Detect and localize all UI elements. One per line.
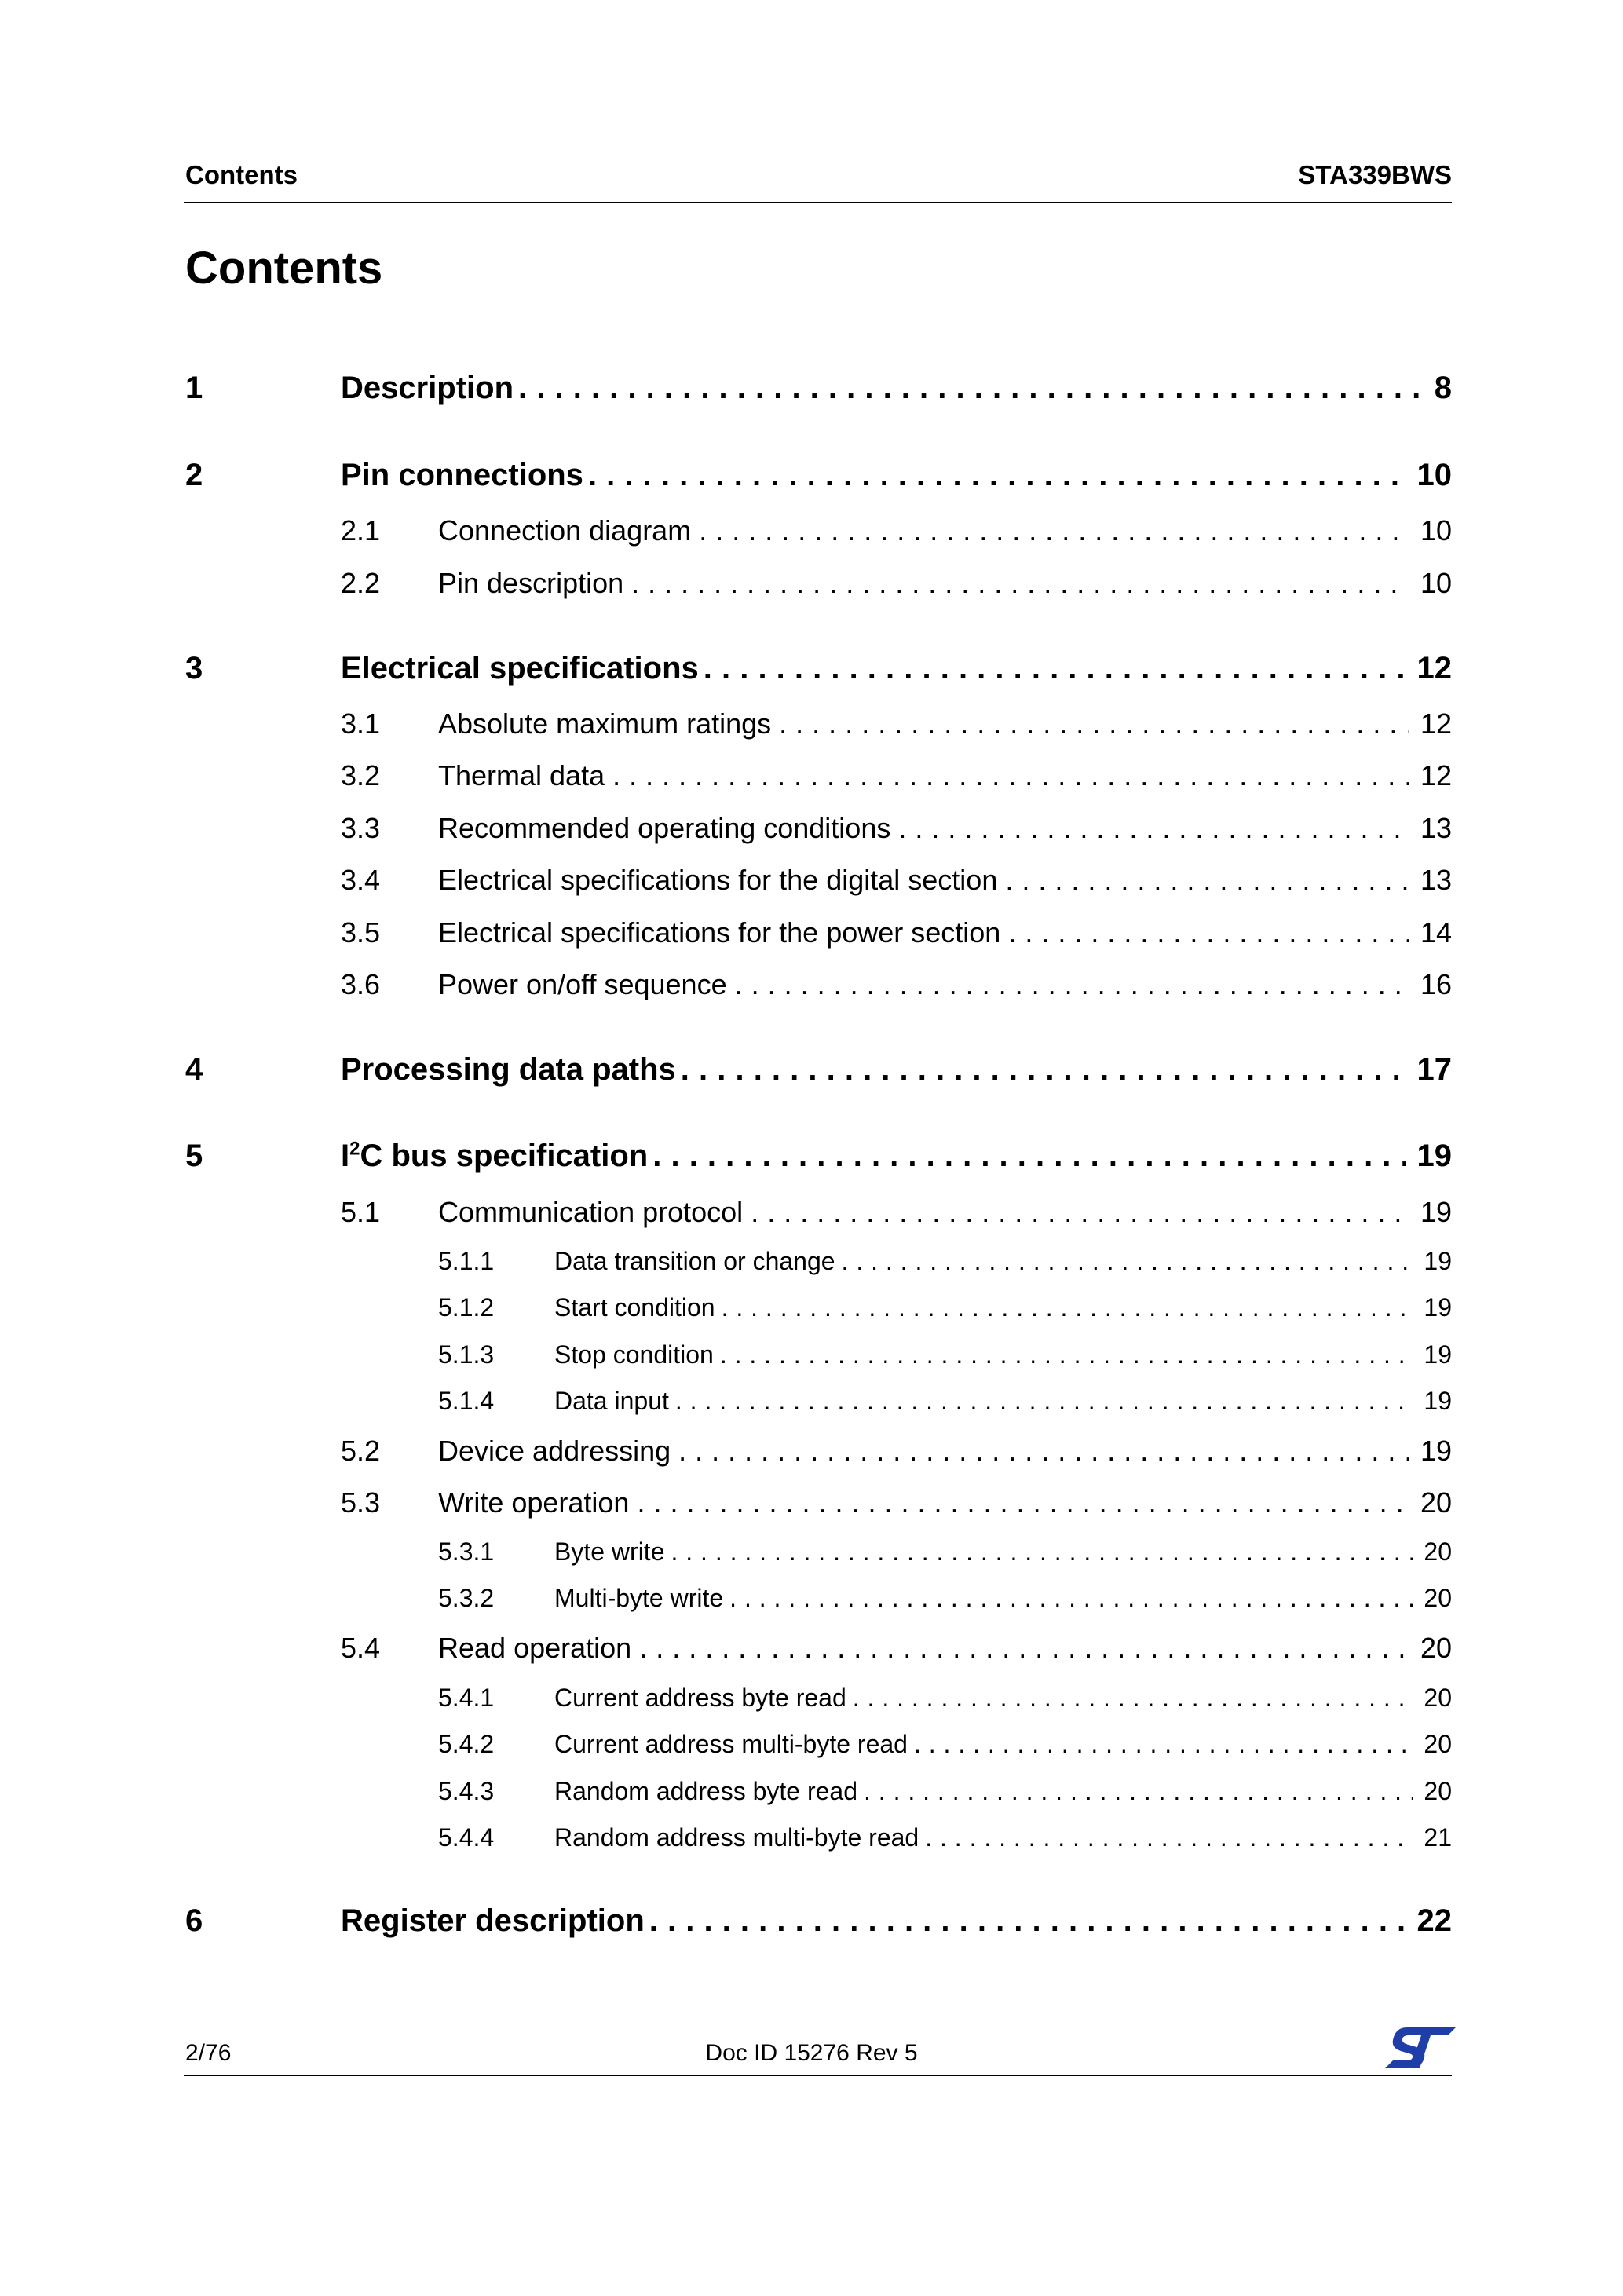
toc-entry-title: Electrical specifications: [341, 651, 699, 686]
leader-dots: [835, 1247, 1413, 1276]
toc-entry-number: 5.4: [341, 1632, 381, 1664]
toc-entry-page: 20: [1424, 1537, 1452, 1566]
toc-entry-title: Absolute maximum ratings: [438, 707, 772, 740]
toc-entry-page: 19: [1420, 1435, 1452, 1467]
leader-dots: [727, 968, 1409, 1001]
toc-entry-number: 5.1.2: [438, 1293, 495, 1322]
leader-dots: [664, 1537, 1413, 1567]
toc-entry-title: Thermal data: [438, 759, 605, 792]
toc-entry-page: 10: [1416, 458, 1452, 492]
leader-dots: [890, 812, 1409, 845]
toc-entry-title: Random address byte read: [554, 1777, 857, 1805]
toc-entry-number: 6: [185, 1903, 203, 1938]
toc-entry-title: Power on/off sequence: [438, 968, 727, 1000]
footer-doc-id: Doc ID 15276 Rev 5: [705, 2040, 918, 2066]
footer-page-number: 2/76: [185, 2040, 232, 2066]
toc-entry-number: 3.6: [341, 968, 381, 1000]
toc-entry-number: 2.2: [341, 567, 381, 599]
toc-entry-title: Current address byte read: [554, 1684, 846, 1712]
toc-entry-number: 3.2: [341, 759, 381, 792]
toc-entry-number: 5.1.4: [438, 1387, 495, 1415]
running-header-product: STA339BWS: [1298, 160, 1452, 189]
toc-entry-page: 17: [1416, 1052, 1452, 1087]
toc-entry-title: Data input: [554, 1387, 669, 1415]
leader-dots: [648, 1139, 1406, 1174]
leader-dots: [669, 1387, 1413, 1416]
toc-entry-number: 5.1: [341, 1196, 381, 1228]
leader-dots: [846, 1684, 1413, 1713]
toc-entry-number: 5.3.2: [438, 1584, 495, 1612]
leader-dots: [715, 1293, 1413, 1322]
leader-dots: [743, 1196, 1409, 1229]
toc-entry-title: Communication protocol: [438, 1196, 744, 1228]
page-title: Contents: [185, 243, 383, 294]
toc-entry-title: $I^2C$ bus specification: [341, 1139, 649, 1173]
toc-entry-number: 1: [185, 371, 203, 405]
toc-entry-page: 10: [1420, 514, 1452, 547]
header-rule: [184, 202, 1452, 203]
leader-dots: [623, 567, 1409, 600]
leader-dots: [997, 864, 1409, 897]
footer-rule: [184, 2075, 1452, 2076]
toc-entry-title: Electrical specifications for the power section: [438, 916, 1001, 949]
leader-dots: [629, 1486, 1409, 1519]
toc-entry-title: Register description: [341, 1903, 645, 1938]
toc-entry-title: Pin description: [438, 567, 624, 599]
toc-entry-page: 13: [1420, 864, 1452, 896]
toc-entry-number: 5.4.4: [438, 1823, 495, 1852]
toc-entry-title: Stop condition: [554, 1340, 714, 1369]
toc-entry-page: 19: [1416, 1139, 1452, 1173]
leader-dots: [857, 1777, 1413, 1806]
toc-entry-page: 21: [1424, 1823, 1452, 1852]
leader-dots: [714, 1340, 1413, 1369]
toc-entry-number: 3.4: [341, 864, 381, 896]
toc-entry-number: 5.1.3: [438, 1340, 495, 1369]
toc-entry-page: 16: [1420, 968, 1452, 1000]
leader-dots: [514, 371, 1424, 406]
leader-dots: [771, 707, 1409, 740]
toc-entry-title: Current address multi-byte read: [554, 1730, 908, 1758]
toc-entry-page: 12: [1416, 651, 1452, 686]
toc-entry-number: 3.3: [341, 812, 381, 844]
toc-entry-title: Byte write: [554, 1537, 665, 1566]
toc-entry-page: 19: [1424, 1247, 1452, 1275]
leader-dots: [699, 651, 1406, 686]
leader-dots: [691, 514, 1409, 547]
toc-entry-number: 3.5: [341, 916, 381, 949]
toc-entry-page: 19: [1420, 1196, 1452, 1228]
toc-entry-number: 2.1: [341, 514, 381, 547]
toc-entry-page: 20: [1424, 1584, 1452, 1612]
toc-entry-page: 8: [1434, 371, 1452, 405]
toc-entry-page: 20: [1420, 1632, 1452, 1664]
toc-entry-number: 5.2: [341, 1435, 381, 1467]
toc-entry-title: Processing data paths: [341, 1052, 676, 1087]
st-logo-icon: [1385, 2027, 1456, 2068]
toc-entry-number: 2: [185, 458, 203, 492]
toc-entry-page: 19: [1424, 1387, 1452, 1415]
toc-entry-page: 14: [1420, 916, 1452, 949]
toc-entry-title: Connection diagram: [438, 514, 692, 547]
toc-entry-page: 19: [1424, 1340, 1452, 1369]
toc-entry-title: Device addressing: [438, 1435, 671, 1467]
leader-dots: [645, 1903, 1406, 1939]
leader-dots: [583, 458, 1406, 493]
toc-entry-title: Data transition or change: [554, 1247, 835, 1275]
toc-entry-number: 5.3: [341, 1486, 381, 1519]
leader-dots: [723, 1584, 1413, 1613]
toc-entry-title: Random address multi-byte read: [554, 1823, 919, 1852]
toc-entry-title: Electrical specifications for the digital section: [438, 864, 998, 896]
leader-dots: [1000, 916, 1409, 949]
toc-entry-title: Multi-byte write: [554, 1584, 724, 1612]
toc-entry-number: 4: [185, 1052, 203, 1087]
leader-dots: [605, 759, 1409, 792]
toc-entry-number: 5.3.1: [438, 1537, 495, 1566]
toc-entry-number: 5.4.1: [438, 1684, 495, 1712]
leader-dots: [631, 1632, 1409, 1665]
toc-entry-number: 5: [185, 1139, 203, 1173]
leader-dots: [671, 1435, 1409, 1468]
toc-entry-number: 5.1.1: [438, 1247, 495, 1275]
toc-entry-page: 22: [1416, 1903, 1452, 1938]
toc-entry-title: Recommended operating conditions: [438, 812, 891, 844]
running-header-section: Contents: [185, 160, 298, 189]
toc-entry-number: 5.4.2: [438, 1730, 495, 1758]
toc-entry-page: 13: [1420, 812, 1452, 844]
toc-entry-page: 20: [1424, 1730, 1452, 1758]
toc-entry-title: Pin connections: [341, 458, 583, 492]
toc-entry-number: 3.1: [341, 707, 381, 740]
toc-entry-number: 3: [185, 651, 203, 686]
toc-entry-page: 12: [1420, 707, 1452, 740]
toc-entry-title: Read operation: [438, 1632, 632, 1664]
leader-dots: [676, 1052, 1406, 1088]
toc-entry-title: Description: [341, 371, 514, 405]
toc-entry-page: 20: [1424, 1684, 1452, 1712]
toc-entry-page: 12: [1420, 759, 1452, 792]
toc-entry-page: 20: [1424, 1777, 1452, 1805]
toc-entry-title: Start condition: [554, 1293, 715, 1322]
leader-dots: [919, 1823, 1413, 1852]
toc-entry-title: Write operation: [438, 1486, 630, 1519]
toc-entry-page: 10: [1420, 567, 1452, 599]
toc-entry-page: 19: [1424, 1293, 1452, 1322]
toc-entry-page: 20: [1420, 1486, 1452, 1519]
toc-entry-number: 5.4.3: [438, 1777, 495, 1805]
leader-dots: [908, 1730, 1413, 1759]
